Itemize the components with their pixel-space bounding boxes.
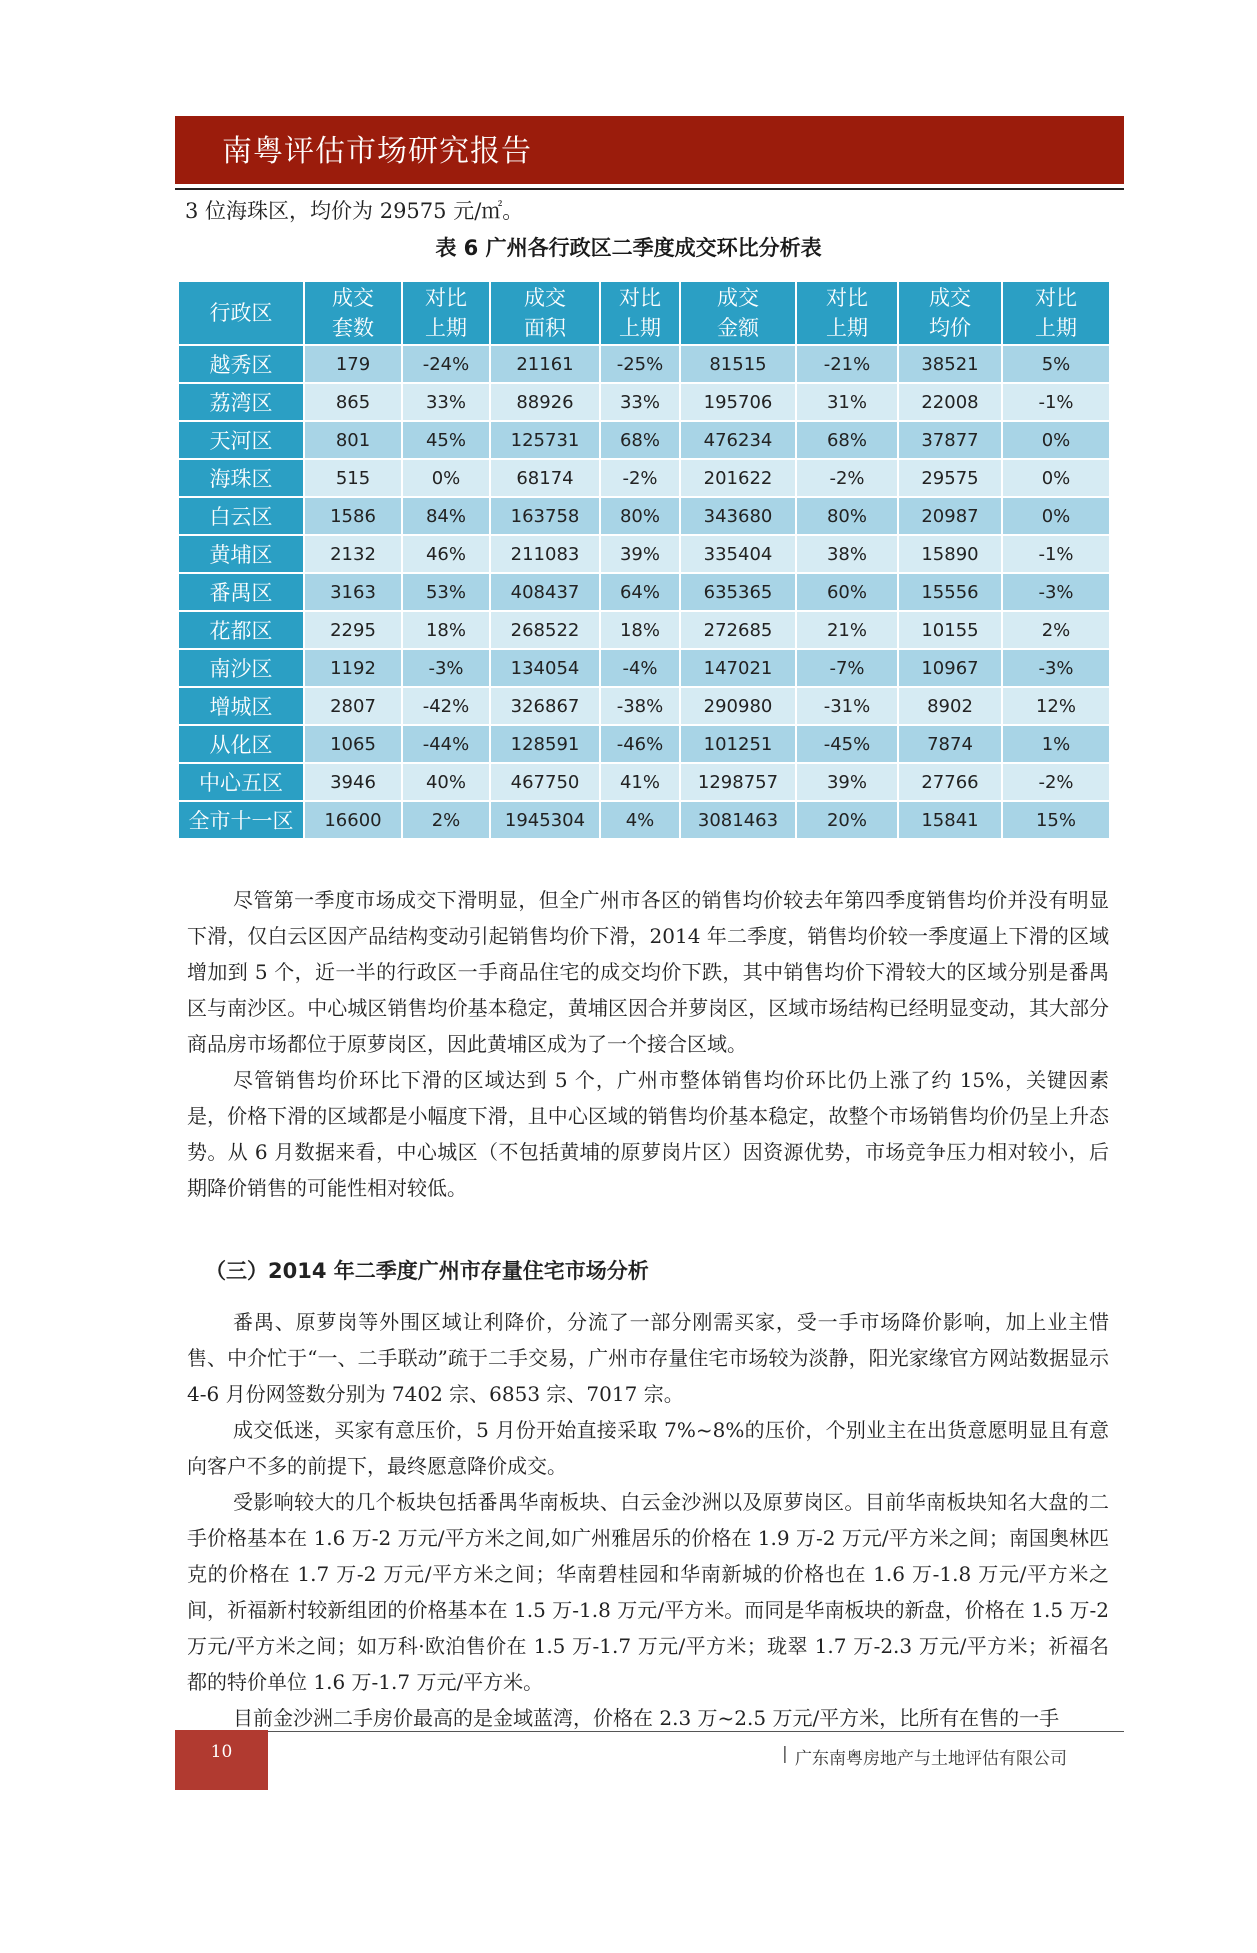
data-cell: 635365 [681,574,795,610]
district-cell: 从化区 [179,726,303,762]
data-cell: 15556 [899,574,1001,610]
header-district: 行政区 [179,282,303,344]
data-cell: 3081463 [681,802,795,838]
data-cell: 343680 [681,498,795,534]
footer-divider [175,1731,1124,1732]
table-row [179,384,1109,420]
header-price-change: 对比 上期 [1003,282,1109,344]
data-cell: -31% [797,688,897,724]
data-cell: 37877 [899,422,1001,458]
table-row [179,764,1109,800]
data-cell: 0% [403,460,489,496]
data-cell: 1192 [305,650,401,686]
data-cell: 16600 [305,802,401,838]
data-cell: 88926 [491,384,599,420]
data-cell: 2132 [305,536,401,572]
header-price: 成交 均价 [899,282,1001,344]
data-cell: 2295 [305,612,401,648]
data-cell: 64% [601,574,679,610]
data-cell: 15890 [899,536,1001,572]
table-row-total [179,802,1109,838]
data-cell: 15% [1003,802,1109,838]
data-cell: 45% [403,422,489,458]
data-cell: 268522 [491,612,599,648]
data-cell: 5% [1003,346,1109,382]
data-cell: 0% [1003,460,1109,496]
data-cell: 290980 [681,688,795,724]
data-cell: -3% [1003,574,1109,610]
data-cell: 39% [797,764,897,800]
district-cell: 荔湾区 [179,384,303,420]
data-cell: 1% [1003,726,1109,762]
analysis-section-1 [187,882,1109,1206]
district-cell: 天河区 [179,422,303,458]
data-cell: 195706 [681,384,795,420]
data-cell: 3163 [305,574,401,610]
district-cell: 增城区 [179,688,303,724]
data-cell: 1945304 [491,802,599,838]
data-cell: 31% [797,384,897,420]
data-cell: 515 [305,460,401,496]
data-cell: 4% [601,802,679,838]
data-cell: 201622 [681,460,795,496]
data-cell: 46% [403,536,489,572]
data-cell: -1% [1003,384,1109,420]
data-cell: -42% [403,688,489,724]
data-cell: 326867 [491,688,599,724]
data-cell: 865 [305,384,401,420]
data-cell: -21% [797,346,897,382]
analysis-section-2 [187,1304,1109,1736]
data-cell: 33% [601,384,679,420]
data-cell: 163758 [491,498,599,534]
district-cell: 番禺区 [179,574,303,610]
data-cell: 18% [601,612,679,648]
data-cell: 60% [797,574,897,610]
table-row [179,460,1109,496]
data-cell: -46% [601,726,679,762]
data-cell: 22008 [899,384,1001,420]
data-cell: 128591 [491,726,599,762]
data-cell: 7874 [899,726,1001,762]
data-cell: -7% [797,650,897,686]
data-cell: 3946 [305,764,401,800]
data-cell: -3% [1003,650,1109,686]
paragraph: 受影响较大的几个板块包括番禺华南板块、白云金沙洲以及原萝岗区。目前华南板块知名大盘的二手价格基本在 1.6 万-2 万元/平方米之间,如广州雅居乐的价格在 1.9 万-2 万元/平方米之间；南国奥林匹克的价格在 1.7 万-2 万元/平方米之间；华南碧桂园和华南新城的价格也在 1.6 万-1.8 万元/平方米之间，祈福新村较新组团的价格基本在 1.5 万-1.8 万元/平方米。而同是华南板块的新盘，价格在 1.5 万-2 万元/平方米之间；如万科·欧泊售价在 1.5 万-1.7 万元/平方米；珑翠 1.7 万-2.3 万元/平方米；祈福名都的特价单位 1.6 万-1.7 万元/平方米。 [187,1490,1109,1694]
header-amount-change: 对比 上期 [797,282,897,344]
data-cell: 0% [1003,498,1109,534]
data-cell: -24% [403,346,489,382]
header-amount: 成交 金额 [681,282,795,344]
data-cell: 38% [797,536,897,572]
table-caption: 表 6 广州各行政区二季度成交环比分析表 [435,236,822,260]
data-cell: 68% [601,422,679,458]
district-cell: 南沙区 [179,650,303,686]
table-row [179,688,1109,724]
data-cell: -25% [601,346,679,382]
paragraph: 成交低迷，买家有意压价，5 月份开始直接采取 7%~8%的压价，个别业主在出货意愿明显且有意向客户不多的前提下，最终愿意降价成交。 [187,1418,1109,1478]
header-area-change: 对比 上期 [601,282,679,344]
data-cell: 68% [797,422,897,458]
data-cell: 0% [1003,422,1109,458]
data-cell: 408437 [491,574,599,610]
data-cell: 147021 [681,650,795,686]
data-cell: -2% [601,460,679,496]
district-cell: 越秀区 [179,346,303,382]
table-row [179,536,1109,572]
report-title: 南粤评估市场研究报告 [222,134,532,169]
data-cell: 1298757 [681,764,795,800]
data-cell: 801 [305,422,401,458]
section-heading: （三）2014 年二季度广州市存量住宅市场分析 [205,1259,649,1283]
data-cell: 21161 [491,346,599,382]
data-cell: 2% [403,802,489,838]
header-area: 成交 面积 [491,282,599,344]
data-cell: 1586 [305,498,401,534]
data-cell: -3% [403,650,489,686]
data-cell: 10155 [899,612,1001,648]
table-row [179,498,1109,534]
district-cell: 海珠区 [179,460,303,496]
footer-separator: | [782,1744,788,1764]
district-cell: 中心五区 [179,764,303,800]
data-cell: 134054 [491,650,599,686]
data-cell: 2807 [305,688,401,724]
paragraph: 目前金沙洲二手房价最高的是金域蓝湾，价格在 2.3 万~2.5 万元/平方米，比所有在售的一手 [233,1706,1060,1730]
data-cell: 101251 [681,726,795,762]
data-cell: 125731 [491,422,599,458]
table-row [179,612,1109,648]
table-row [179,346,1109,382]
data-cell: -38% [601,688,679,724]
data-cell: 1065 [305,726,401,762]
data-cell: -2% [1003,764,1109,800]
district-cell: 全市十一区 [179,802,303,838]
table-row [179,574,1109,610]
data-cell: -45% [797,726,897,762]
data-cell: 8902 [899,688,1001,724]
data-cell: 29575 [899,460,1001,496]
data-cell: 38521 [899,346,1001,382]
data-cell: 179 [305,346,401,382]
data-cell: 335404 [681,536,795,572]
data-cell: -4% [601,650,679,686]
data-cell: 15841 [899,802,1001,838]
table-row [179,422,1109,458]
table-row [179,726,1109,762]
data-cell: 80% [601,498,679,534]
page-number: 10 [210,1742,233,1762]
data-cell: 21% [797,612,897,648]
data-cell: 39% [601,536,679,572]
district-comparison-table [177,280,1111,840]
data-cell: 272685 [681,612,795,648]
data-cell: 476234 [681,422,795,458]
data-cell: 27766 [899,764,1001,800]
header-units: 成交 套数 [305,282,401,344]
data-cell: 53% [403,574,489,610]
data-cell: 2% [1003,612,1109,648]
data-cell: -2% [797,460,897,496]
data-cell: -44% [403,726,489,762]
data-cell: 20987 [899,498,1001,534]
data-cell: 12% [1003,688,1109,724]
data-cell: 467750 [491,764,599,800]
district-cell: 黄埔区 [179,536,303,572]
data-cell: -1% [1003,536,1109,572]
data-cell: 20% [797,802,897,838]
table-row [179,650,1109,686]
district-cell: 花都区 [179,612,303,648]
data-cell: 84% [403,498,489,534]
paragraph: 番禺、原萝岗等外围区域让利降价，分流了一部分刚需买家，受一手市场降价影响，加上业主惜售、中介忙于“一、二手联动”疏于二手交易，广州市存量住宅市场较为淡静，阳光家缘官方网站数据显示 4-6 月份网签数分别为 7402 宗、6853 宗、7017 宗。 [187,1310,1109,1406]
table-header-row [179,282,1109,344]
data-cell: 80% [797,498,897,534]
data-cell: 211083 [491,536,599,572]
header-units-change: 对比 上期 [403,282,489,344]
lead-line: 3 位海珠区，均价为 29575 元/㎡。 [185,199,524,223]
data-cell: 10967 [899,650,1001,686]
data-cell: 18% [403,612,489,648]
data-cell: 33% [403,384,489,420]
data-cell: 41% [601,764,679,800]
data-cell: 68174 [491,460,599,496]
paragraph: 尽管销售均价环比下滑的区域达到 5 个，广州市整体销售均价环比仍上涨了约 15%，关键因素是，价格下滑的区域都是小幅度下滑，且中心区域的销售均价基本稳定，故整个市场销售均价仍呈上升态势。从 6 月数据来看，中心城区（不包括黄埔的原萝岗片区）因资源优势，市场竞争压力相对较小，后期降价销售的可能性相对较低。 [187,1068,1109,1200]
company-name: 广东南粤房地产与土地评估有限公司 [795,1749,1067,1769]
district-cell: 白云区 [179,498,303,534]
data-cell: 81515 [681,346,795,382]
data-cell: 40% [403,764,489,800]
paragraph: 尽管第一季度市场成交下滑明显，但全广州市各区的销售均价较去年第四季度销售均价并没有明显下滑，仅白云区因产品结构变动引起销售均价下滑，2014 年二季度，销售均价较一季度逼上下滑的区域增加到 5 个，近一半的行政区一手商品住宅的成交均价下跌，其中销售均价下滑较大的区域分别是番禺区与南沙区。中心城区销售均价基本稳定，黄埔区因合并萝岗区，区域市场结构已经明显变动，其大部分商品房市场都位于原萝岗区，因此黄埔区成为了一个接合区域。 [187,888,1109,1056]
header-divider [175,188,1124,190]
